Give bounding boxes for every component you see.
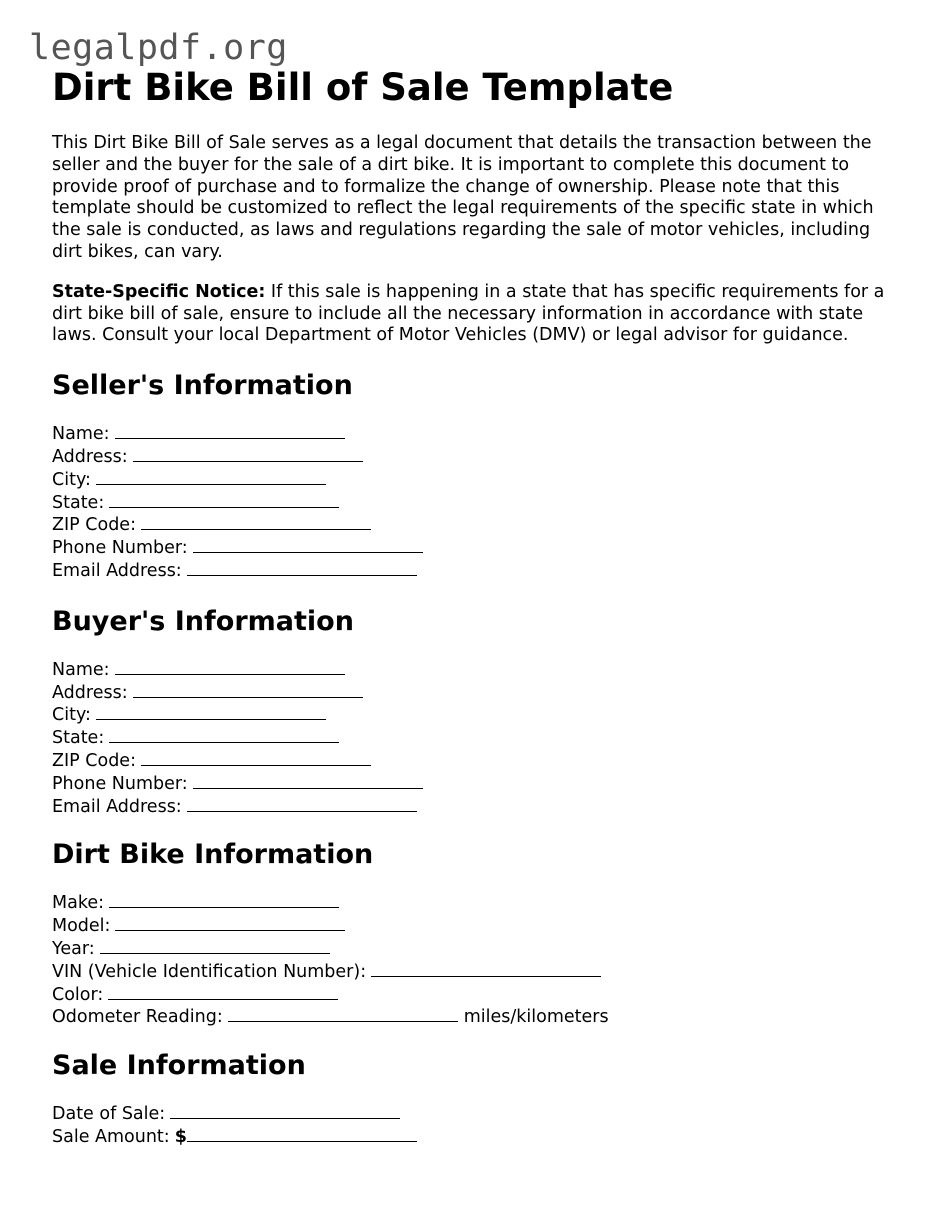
field-label: Address:: [52, 446, 128, 467]
field-label: ZIP Code:: [52, 515, 136, 536]
seller-name-field: [52, 423, 902, 446]
buyer-phone-blank[interactable]: [193, 773, 423, 789]
field-label: Color:: [52, 984, 104, 1005]
field-label: Name:: [52, 424, 110, 445]
seller-fields: [52, 423, 902, 583]
currency-symbol: $: [174, 1126, 187, 1147]
buyer-address-blank[interactable]: [133, 682, 363, 698]
buyer-name-field: [52, 659, 902, 682]
field-label: Sale Amount:: [52, 1126, 170, 1147]
state-notice-label: State-Specific Notice:: [52, 281, 266, 302]
page-title: Dirt Bike Bill of Sale Template: [52, 66, 674, 109]
document-page: [52, 64, 902, 1149]
state-notice-text: If this sale is happening in a state that has specific requirements for a dirt bike bill of sale, ensure to include all the necessary information in accordance with state laws. Consult your local Department of Motor Vehicles (DMV) or legal advisor for guidance.: [52, 281, 885, 346]
field-label: City:: [52, 469, 91, 490]
bike-vin-field: [52, 961, 902, 984]
field-label: Name:: [52, 659, 110, 680]
field-label: VIN (Vehicle Identification Number):: [52, 961, 367, 982]
field-label: Address:: [52, 682, 128, 703]
bike-odometer-blank[interactable]: [228, 1006, 458, 1022]
field-label: Email Address:: [52, 560, 182, 581]
buyer-heading: Buyer's Information: [52, 605, 354, 637]
seller-address-field: [52, 446, 902, 469]
state-notice: [52, 282, 902, 347]
seller-state-field: [52, 492, 902, 515]
bike-odometer-field: [52, 1006, 902, 1029]
bike-fields: [52, 892, 902, 1029]
seller-address-blank[interactable]: [133, 446, 363, 462]
seller-zip-blank[interactable]: [141, 514, 371, 530]
field-label: Phone Number:: [52, 773, 188, 794]
buyer-zip-field: [52, 750, 902, 773]
intro-paragraph: This Dirt Bike Bill of Sale serves as a legal document that details the transaction between the seller and the buyer for the sale of a dirt bike. It is important to complete this document to provide proof of purchase and to formalize the change of ownership. Please note that this template should be customized to reflect the legal requirements of the specific state in which the sale is conducted, as laws and regulations regarding the sale of motor vehicles, including dirt bikes, can vary.: [52, 133, 874, 262]
bike-heading: Dirt Bike Information: [52, 839, 374, 871]
field-label: Year:: [52, 938, 95, 959]
field-label: ZIP Code:: [52, 750, 136, 771]
bike-color-blank[interactable]: [108, 984, 338, 1000]
bike-year-field: [52, 938, 902, 961]
seller-phone-field: [52, 537, 902, 560]
odometer-unit-suffix: miles/kilometers: [463, 1007, 609, 1028]
buyer-address-field: [52, 682, 902, 705]
buyer-fields: [52, 659, 902, 819]
buyer-phone-field: [52, 773, 902, 796]
sale-amount-field: [52, 1126, 902, 1149]
seller-email-blank[interactable]: [187, 560, 417, 576]
sale-heading: Sale Information: [52, 1050, 306, 1082]
buyer-name-blank[interactable]: [115, 659, 345, 675]
field-label: City:: [52, 705, 91, 726]
field-label: Email Address:: [52, 796, 182, 817]
seller-phone-blank[interactable]: [193, 537, 423, 553]
seller-zip-field: [52, 514, 902, 537]
seller-state-blank[interactable]: [109, 492, 339, 508]
field-label: State:: [52, 728, 105, 749]
sale-date-field: [52, 1103, 902, 1126]
seller-heading: Seller's Information: [52, 370, 353, 402]
buyer-state-field: [52, 727, 902, 750]
sale-fields: [52, 1103, 902, 1149]
buyer-zip-blank[interactable]: [141, 750, 371, 766]
bike-make-blank[interactable]: [109, 892, 339, 908]
field-label: Odometer Reading:: [52, 1007, 223, 1028]
bike-year-blank[interactable]: [100, 938, 330, 954]
bike-vin-blank[interactable]: [371, 961, 601, 977]
sale-date-blank[interactable]: [170, 1103, 400, 1119]
bike-model-field: [52, 915, 902, 938]
sale-amount-blank[interactable]: [187, 1126, 417, 1142]
field-label: Make:: [52, 893, 104, 914]
seller-name-blank[interactable]: [115, 423, 345, 439]
field-label: Phone Number:: [52, 538, 188, 559]
buyer-city-blank[interactable]: [96, 704, 326, 720]
buyer-state-blank[interactable]: [109, 727, 339, 743]
bike-color-field: [52, 984, 902, 1007]
buyer-email-blank[interactable]: [187, 796, 417, 812]
field-label: Date of Sale:: [52, 1104, 166, 1125]
field-label: State:: [52, 492, 105, 513]
watermark-logo: legalpdf.org: [29, 28, 288, 68]
seller-city-field: [52, 469, 902, 492]
seller-email-field: [52, 560, 902, 583]
field-label: Model:: [52, 916, 111, 937]
bike-model-blank[interactable]: [115, 915, 345, 931]
bike-make-field: [52, 892, 902, 915]
seller-city-blank[interactable]: [96, 469, 326, 485]
buyer-city-field: [52, 704, 902, 727]
buyer-email-field: [52, 796, 902, 819]
